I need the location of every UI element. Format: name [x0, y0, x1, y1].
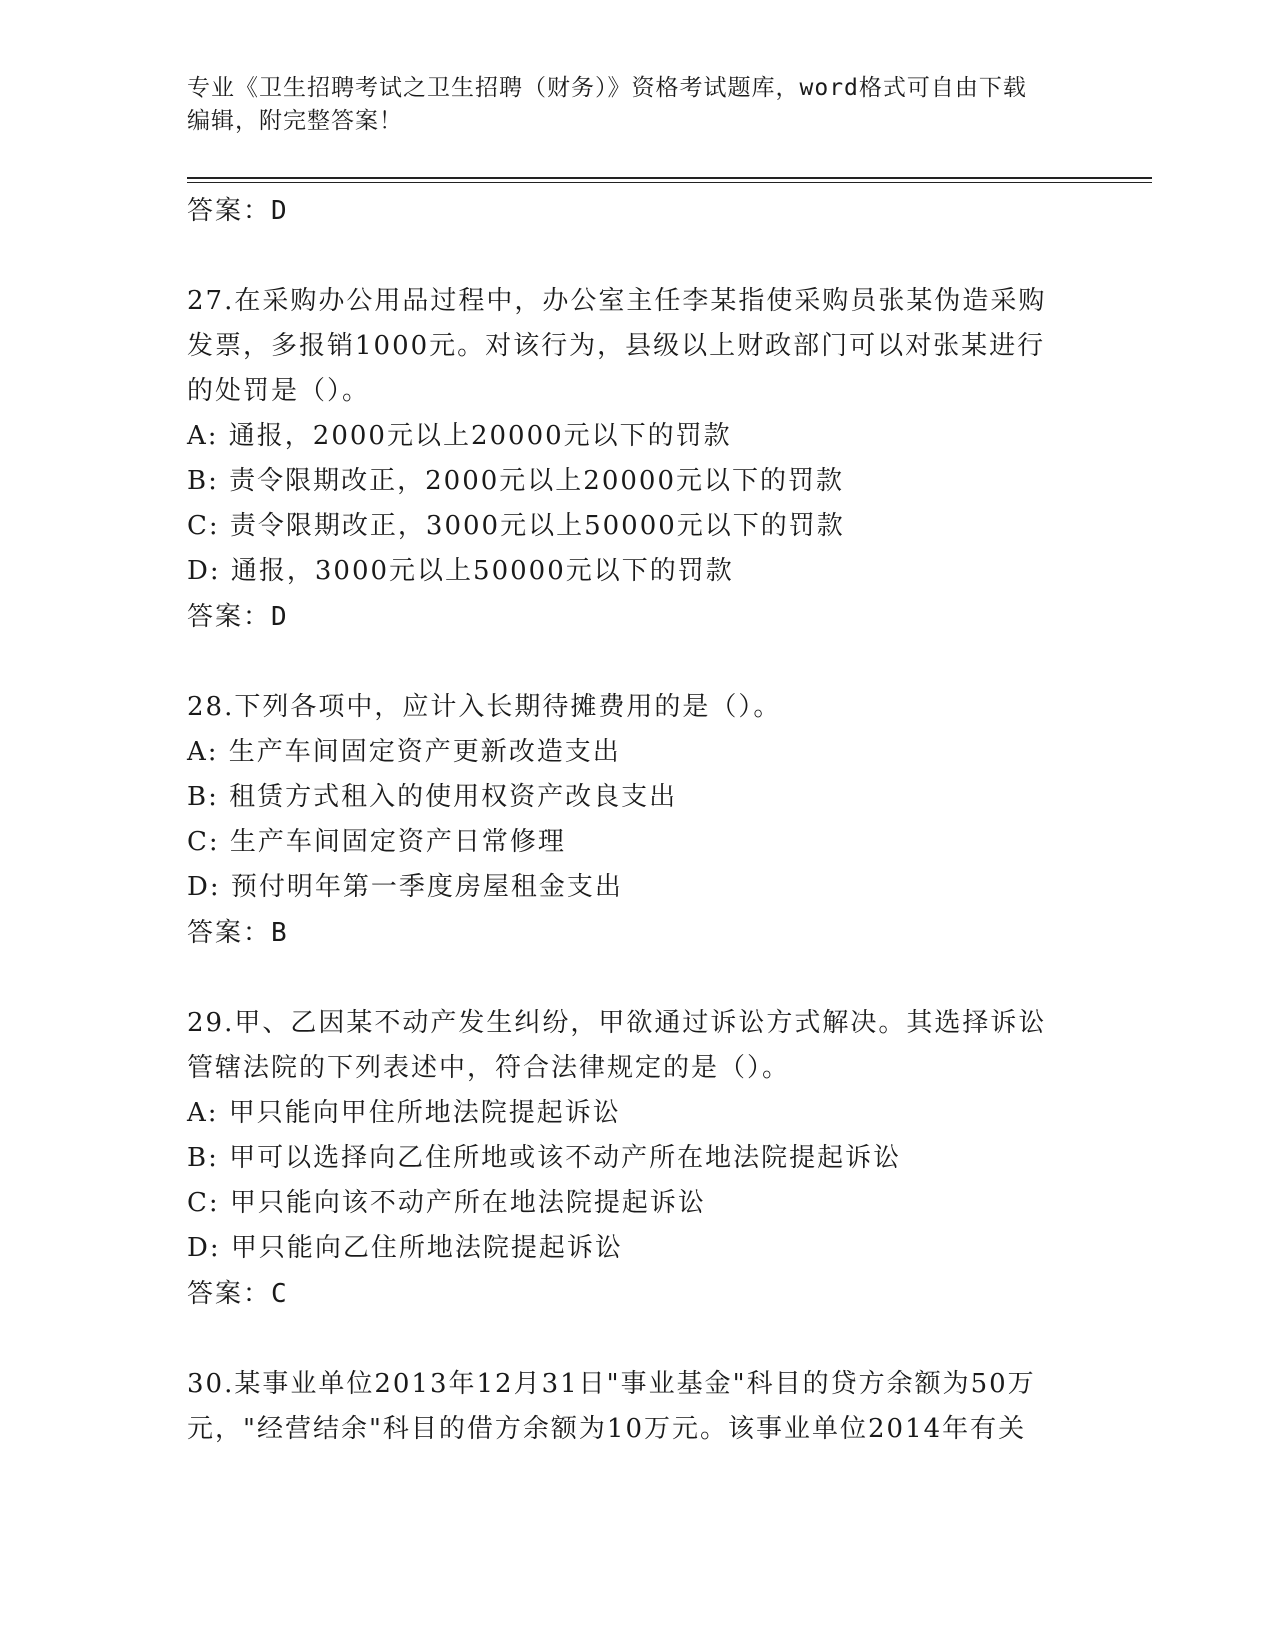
- question-text-line: 29.甲、乙因某不动产发生纠纷，甲欲通过诉讼方式解决。其选择诉讼: [187, 1008, 1047, 1038]
- option-b: B: 租赁方式租入的使用权资产改良支出: [187, 782, 678, 812]
- question-text-line: 30.某事业单位2013年12月31日"事业基金"科目的贷方余额为50万: [187, 1369, 1036, 1399]
- option-b: B: 甲可以选择向乙住所地或该不动产所在地法院提起诉讼: [187, 1143, 902, 1173]
- question-28: [187, 685, 1087, 956]
- option-b: B: 责令限期改正，2000元以上20000元以下的罚款: [187, 466, 845, 496]
- option-c: C: 责令限期改正，3000元以上50000元以下的罚款: [187, 511, 845, 541]
- question-29: [187, 1001, 1087, 1317]
- question-27: [187, 279, 1087, 640]
- header-divider-thin: [187, 182, 1152, 183]
- question-text-line: 27.在采购办公用品过程中，办公室主任李某指使采购员张某伪造采购: [187, 286, 1047, 316]
- question-text-line: 28.下列各项中，应计入长期待摊费用的是（）。: [187, 692, 782, 722]
- option-d: D: 通报，3000元以上50000元以下的罚款: [187, 556, 734, 586]
- option-a: A: 生产车间固定资产更新改造支出: [187, 737, 621, 767]
- header-line-1: 专业《卫生招聘考试之卫生招聘（财务）》资格考试题库，word格式可自由下载: [187, 75, 1027, 101]
- page-header: [187, 72, 1067, 138]
- question-text-line: 元，"经营结余"科目的借方余额为10万元。该事业单位2014年有关: [187, 1414, 1027, 1444]
- question-text-line: 发票，多报销1000元。对该行为，县级以上财政部门可以对张某进行: [187, 331, 1046, 361]
- option-a: A: 甲只能向甲住所地法院提起诉讼: [187, 1098, 621, 1128]
- option-c: C: 生产车间固定资产日常修理: [187, 827, 566, 857]
- option-d: D: 甲只能向乙住所地法院提起诉讼: [187, 1233, 623, 1263]
- answer: 答案：B: [187, 918, 289, 948]
- option-c: C: 甲只能向该不动产所在地法院提起诉讼: [187, 1188, 706, 1218]
- question-text-line: 管辖法院的下列表述中，符合法律规定的是（）。: [187, 1053, 791, 1083]
- question-text-line: 的处罚是（）。: [187, 376, 371, 406]
- header-line-2: 编辑，附完整答案！: [187, 108, 403, 134]
- option-d: D: 预付明年第一季度房屋租金支出: [187, 872, 623, 902]
- answer: 答案：C: [187, 1279, 289, 1309]
- header-divider: [187, 177, 1152, 179]
- option-a: A: 通报，2000元以上20000元以下的罚款: [187, 421, 732, 451]
- question-list: [187, 188, 1087, 1452]
- question-30: [187, 1362, 1087, 1452]
- answer: 答案：D: [187, 602, 289, 632]
- previous-answer: 答案：D: [187, 196, 289, 226]
